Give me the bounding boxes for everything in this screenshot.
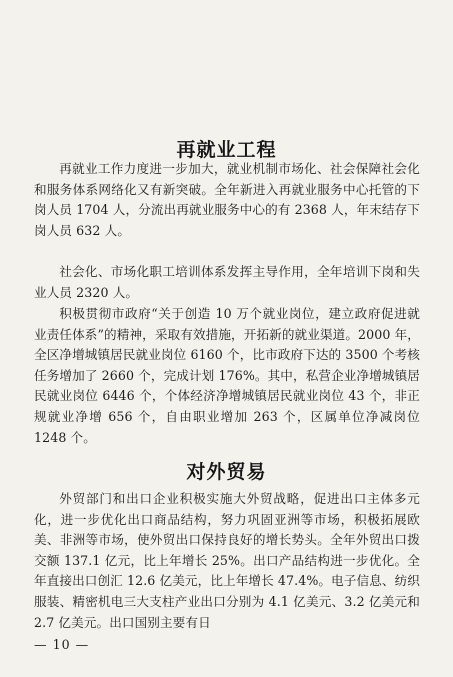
section-title-reemployment: 再就业工程 xyxy=(176,138,277,161)
paragraph-job-creation: 积极贯彻市政府“关于创造 10 万个就业岗位，建立政府促进就业责任体系”的精神，采取有效措施，开拓新的就业渠道。2000 年，全区净增城镇居民就业岗位 6160 个，比市政府下达的 3500 个考核任务增加了 2660 个，完成计划 176%。其中，私营企业净增城镇居民就业岗位 6446 个，个体经济净增城镇居民就业岗位 43 个，非正规就业净增 656 个，自由职业增加 263 个，区属单位净减岗位 1248 个。 xyxy=(34,306,420,445)
paragraph-foreign-trade: 外贸部门和出口企业积极实施大外贸战略，促进出口主体多元化，进一步优化出口商品结构，努力巩固亚洲等市场，积极拓展欧美、非洲等市场，使外贸出口保持良好的增长势头。全年外贸出口拨交额 137.1 亿元，比上年增长 25%。出口产品结构进一步优化。全年直接出口创汇 12.6 亿美元，比上年增长 47.4%。电子信息、纺织服装、精密机电三大支柱产业出口分别为 4.1 亿美元、3.2 亿美元和 2.7 亿美元。出口国别主要有日 xyxy=(34,491,420,630)
section-title-foreign-trade: 对外贸易 xyxy=(186,460,267,483)
page-number: — 10 — xyxy=(34,637,90,652)
paragraph-reemployment-intro: 再就业工作力度进一步加大，就业机制市场化、社会保障社会化和服务体系网络化又有新突破。全年新进入再就业服务中心托管的下岗人员 1704 人，分流出再就业服务中心的有 2368 人，年末结存下岗人员 632 人。 xyxy=(34,161,420,238)
paragraph-training: 社会化、市场化职工培训体系发挥主导作用，全年培训下岗和失业人员 2320 人。 xyxy=(34,264,420,300)
